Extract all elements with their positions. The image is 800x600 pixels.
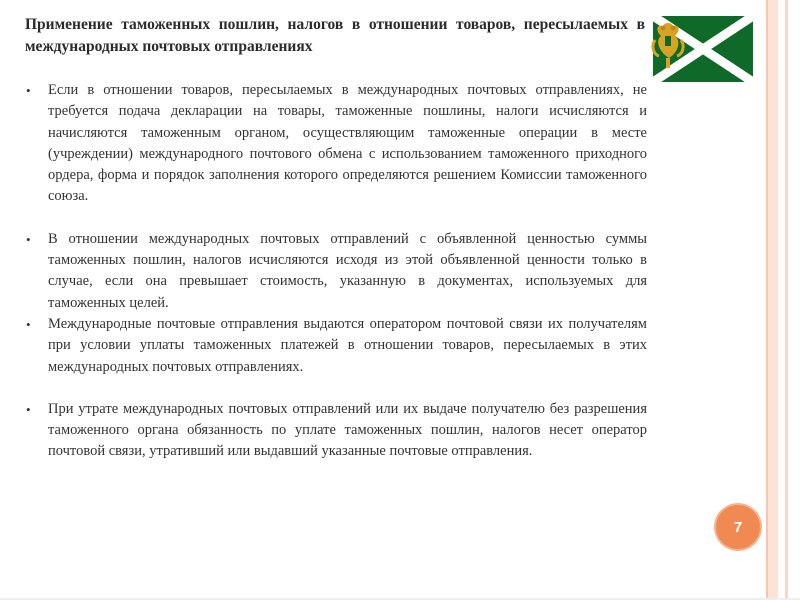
content-body xyxy=(22,80,647,463)
bullet-icon: • xyxy=(26,401,31,417)
decorative-stripe xyxy=(785,0,788,600)
list-item xyxy=(22,80,647,208)
slide-title: Применение таможенных пошлин, налогов в отношении товаров, пересылаемых в международных почтовых отправлениях xyxy=(25,16,645,55)
paragraph-text: В отношении международных почтовых отправлений с объявленной ценностью суммы таможенных пошлин, налогов исчисляются исходя из этой объявленной ценности только в случае, если она превышает стоимость, указанную в документах, используемых для таможенных целей. xyxy=(48,230,647,311)
page-number-badge: 7 xyxy=(716,505,760,549)
decorative-stripe xyxy=(768,0,778,600)
bullet-icon: • xyxy=(26,316,31,332)
list-item xyxy=(22,399,647,463)
list-item xyxy=(22,314,647,378)
paragraph-text: Если в отношении товаров, пересылаемых в международных почтовых отправлениях, не требуется подача декларации на товары, таможенные пошлины, налоги исчисляются и начисляются таможенным органом, осуществляющим таможенные операции в месте (учреждении) международного почтового обмена с использованием таможенного приходного ордера, форма и порядок заполнения которого определяются решением Комиссии таможенного союза. xyxy=(48,82,647,205)
decorative-stripe xyxy=(766,0,768,600)
customs-flag-emblem-icon xyxy=(647,14,757,84)
bullet-icon: • xyxy=(26,231,31,247)
paragraph-text: При утрате международных почтовых отправлений или их выдаче получателю без разрешения таможенного органа обязанность по уплате таможенных пошлин, налогов несет оператор почтовой связи, утративший или выдавший указанные почтовые отправления. xyxy=(48,400,647,460)
bullet-icon: • xyxy=(26,83,31,98)
list-item xyxy=(22,229,647,314)
paragraph-text: Международные почтовые отправления выдаются оператором почтовой связи их получателям при условии уплаты таможенных платежей в отношении товаров, пересылаемых в этих международных почтовых отправлениях. xyxy=(48,315,647,375)
